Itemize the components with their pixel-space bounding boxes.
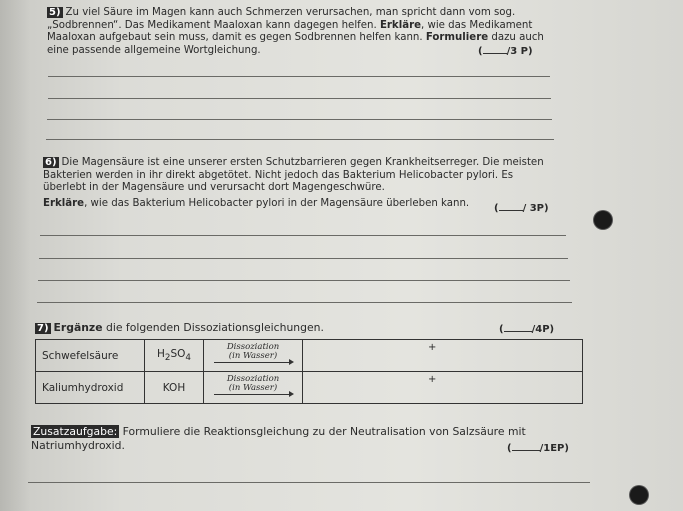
task-7-heading: 7) Ergänze die folgenden Dissoziationsgleichungen. xyxy=(37,321,324,334)
answer-line[interactable] xyxy=(46,139,554,140)
answer-line[interactable] xyxy=(28,482,590,483)
punch-hole xyxy=(594,211,612,229)
task-6-text: 6) Die Magensäure ist eine unserer ersten Schutzbarrieren gegen Krankheitserreger. Die meisten Bakterien werden in ihr direkt abgetötet. Nicht jedoch das Bakterium Helicobacter pylori. Es überlebt in der Magensäure und verursacht dort Magengeschwüre. Erkläre, wie das Bakterium Helicobacter pylori in der Magensäure überleben kann. xyxy=(43,157,544,209)
task-7-points: ( /4P) xyxy=(499,324,555,335)
chemical-formula: KOH xyxy=(145,372,204,404)
task-6-number: 6) xyxy=(45,157,57,168)
bonus-label: Zusatzaufgabe: xyxy=(33,425,118,438)
substance-name: Schwefelsäure xyxy=(36,340,145,372)
answer-line[interactable] xyxy=(40,235,566,236)
answer-line[interactable] xyxy=(37,302,572,303)
bonus-task-points: ( /1EP) xyxy=(507,443,569,454)
answer-line[interactable] xyxy=(48,76,550,77)
plus-sign: + xyxy=(428,374,437,385)
arrow-right-icon xyxy=(214,394,292,401)
bonus-task-text: Zusatzaufgabe: Formuliere die Reaktionsgleichung zu der Neutralisation von Salzsäure mit Natriumhydroxid. xyxy=(31,425,526,452)
substance-name: Kaliumhydroxid xyxy=(36,372,145,404)
dissociation-table xyxy=(35,339,583,404)
answer-line[interactable] xyxy=(48,98,551,99)
answer-line[interactable] xyxy=(39,258,568,259)
reaction-arrow: Dissoziation (in Wasser) xyxy=(204,372,303,404)
table-row xyxy=(36,372,583,404)
task-6-points: ( / 3P) xyxy=(494,203,549,214)
answer-line[interactable] xyxy=(38,280,570,281)
task-5-number: 5) xyxy=(49,7,61,18)
arrow-right-icon xyxy=(214,362,292,369)
answer-cell[interactable] xyxy=(303,340,583,372)
task-5-text: 5) Zu viel Säure im Magen kann auch Schmerzen verursachen, man spricht dann vom sog. „Sodbrennen“. Das Medikament Maaloxan kann dagegen helfen. Erkläre, wie das Medikament Maaloxan aufgebaut sein muss, damit es gegen Sodbrennen helfen kann. Formuliere dazu auch eine passende allgemeine Wortgleichung. xyxy=(47,7,544,56)
answer-cell[interactable] xyxy=(303,372,583,404)
page-shadow xyxy=(0,0,30,511)
answer-line[interactable] xyxy=(47,119,552,120)
chemical-formula: $H_2SO_4$ xyxy=(145,340,204,372)
table-row xyxy=(36,340,583,372)
punch-hole xyxy=(630,486,648,504)
reaction-arrow: Dissoziation (in Wasser) xyxy=(204,340,303,372)
task-7-number: 7) xyxy=(37,323,49,334)
plus-sign: + xyxy=(428,342,437,353)
task-5-points: ( /3 P) xyxy=(478,46,533,57)
